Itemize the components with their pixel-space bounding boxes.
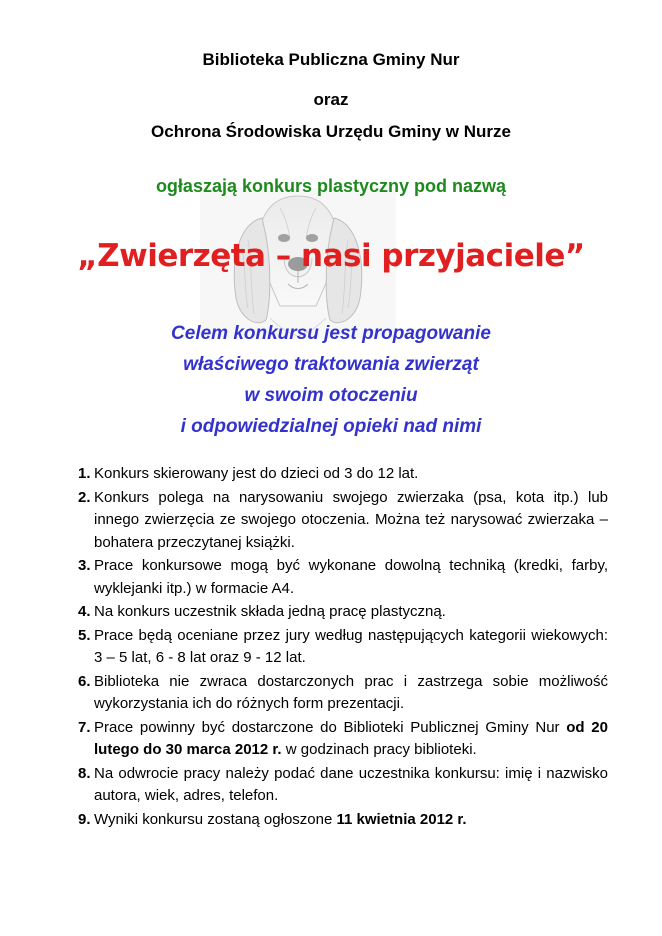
rule-number: 4. (78, 603, 91, 620)
rule-text: Na odwrocie pracy należy podać dane uczestnika konkursu: imię i nazwisko autora, wiek, adres, telefon. (94, 764, 608, 804)
rule-text: Konkurs skierowany jest do dzieci od 3 do 12 lat. (94, 465, 419, 482)
rule-number: 8. (78, 764, 91, 782)
rules-list (78, 463, 608, 832)
rule-item (78, 763, 608, 808)
rule-item (78, 487, 608, 555)
rule-item (78, 809, 608, 832)
goal-line: Celem konkursu jest propagowanie (171, 323, 491, 344)
contest-title: „Zwierzęta – nasi przyjaciele” (77, 238, 585, 274)
rule-item (78, 463, 608, 486)
rule-number: 3. (78, 557, 91, 574)
rule-text: Prace konkursowe mogą być wykonane dowolną techniką (kredki, farby, wyklejanki itp.) w formacie A4. (94, 557, 608, 597)
rule-item (78, 625, 608, 670)
goal-line: i odpowiedzialnej opieki nad nimi (180, 416, 482, 437)
rule-item (78, 555, 608, 600)
rule-text: Na konkurs uczestnik składa jedną pracę plastyczną. (94, 603, 446, 620)
rule-item (78, 717, 608, 762)
organizer-library: Biblioteka Publiczna Gminy Nur (202, 50, 460, 69)
rule-text: Biblioteka nie zwraca dostarczonych prac i zastrzega sobie możliwość wykorzystania ich do różnych form prezentacji. (94, 672, 608, 712)
rule-text: Prace powinny być dostarczone do Biblioteki Publicznej Gminy Nur (94, 718, 567, 736)
conjunction-oraz: oraz (313, 90, 349, 109)
rule-number: 6. (78, 672, 91, 690)
rule-text-tail: w godzinach pracy biblioteki. (281, 741, 477, 758)
submission-dates: od 20 lutego do 30 marca 2012 r. (94, 718, 608, 758)
rule-text: Konkurs polega na narysowaniu swojego zwierzaka (psa, kota itp.) lub innego zwierzęcia ze swojego otoczenia. Można też narysować zwierzaka – bohatera przeczytanej książki. (94, 488, 608, 551)
rule-number: 1. (78, 465, 91, 482)
contest-goal (0, 318, 662, 442)
rule-number: 7. (78, 718, 91, 736)
rule-number: 9. (78, 810, 91, 828)
announcement-line: ogłaszają konkurs plastyczny pod nazwą (155, 176, 507, 196)
rule-text: Prace będą oceniane przez jury według następujących kategorii wiekowych: 3 – 5 lat, 6 - 8 lat oraz 9 - 12 lat. (94, 626, 608, 666)
goal-line: właściwego traktowania zwierząt (183, 354, 479, 375)
rule-number: 2. (78, 488, 91, 506)
rule-item (78, 601, 608, 624)
rule-item (78, 671, 608, 716)
organizer-office: Ochrona Środowiska Urzędu Gminy w Nurze (151, 122, 511, 141)
goal-line: w swoim otoczeniu (244, 385, 418, 406)
results-date: 11 kwietnia 2012 r. (336, 810, 467, 828)
rule-number: 5. (78, 626, 91, 644)
rule-text: Wyniki konkursu zostaną ogłoszone (94, 810, 337, 828)
